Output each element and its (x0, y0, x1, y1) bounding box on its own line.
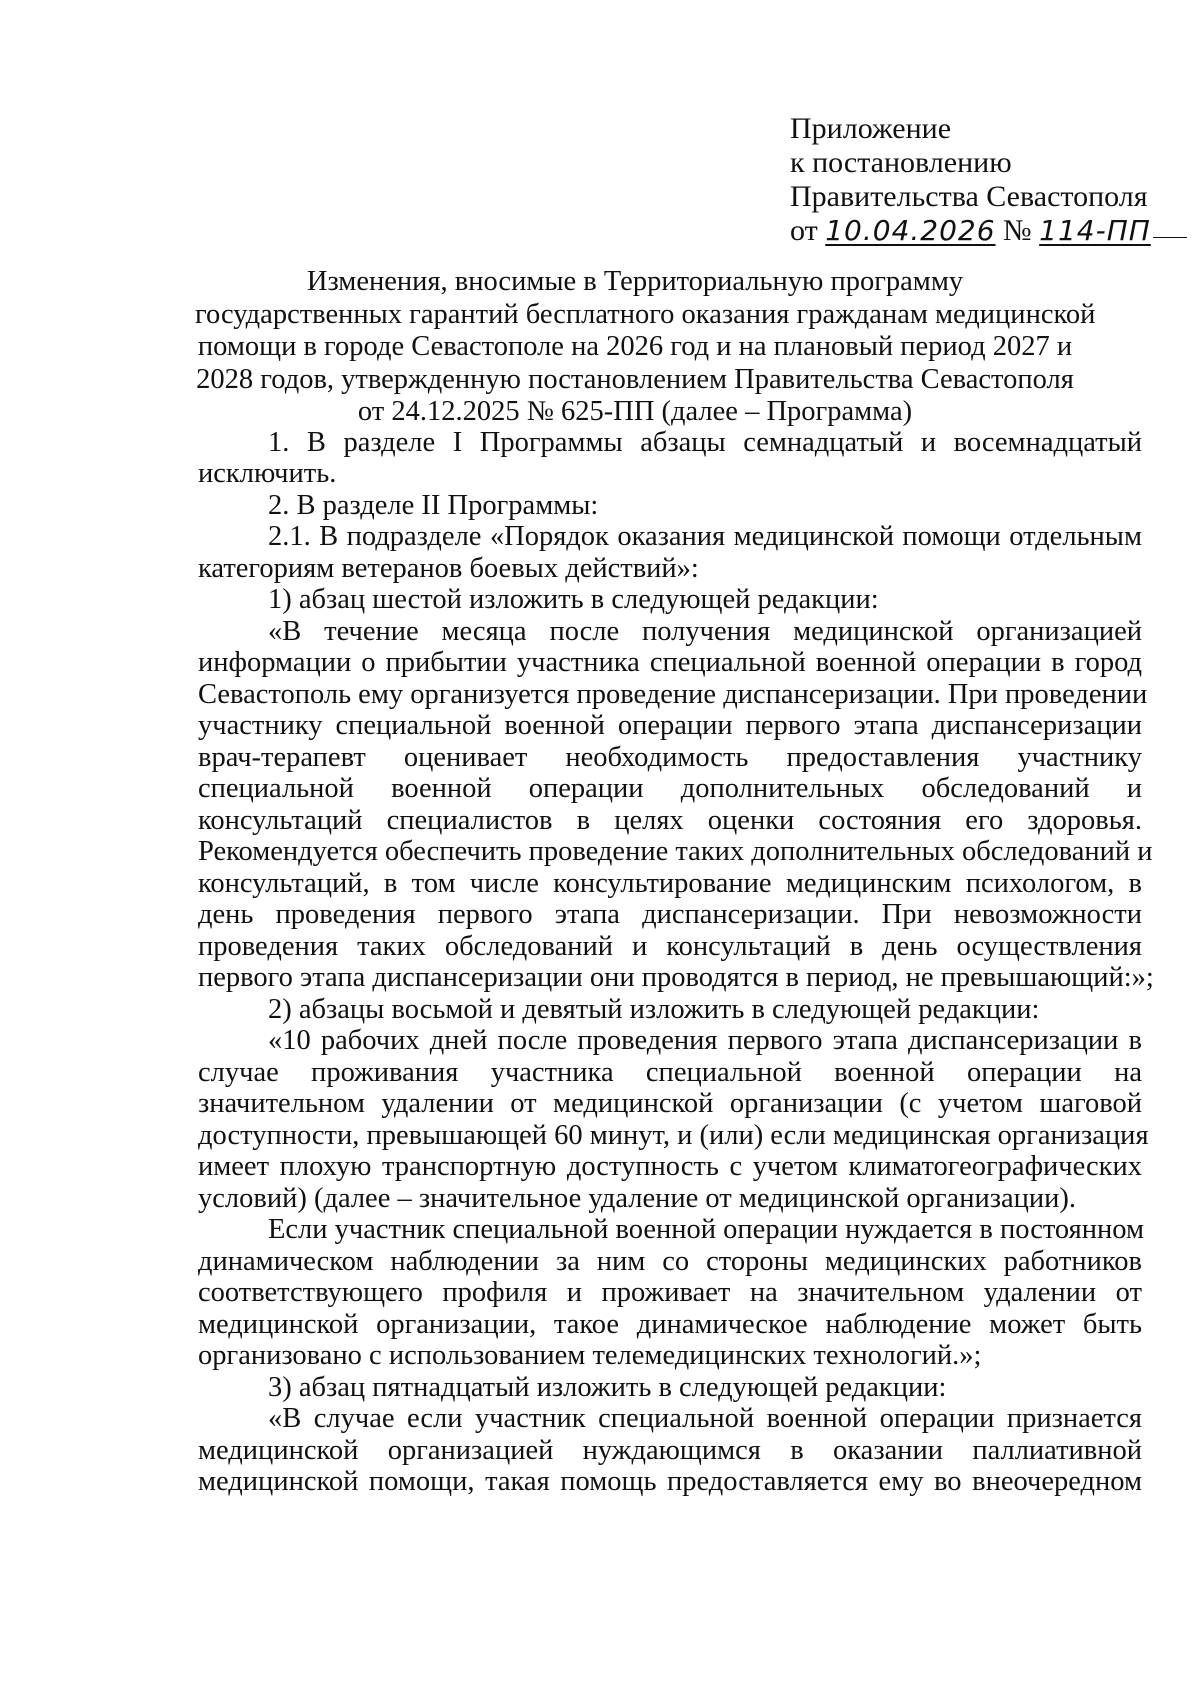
body-line: «В случае если участник специальной военной операции признается (268, 1403, 1142, 1434)
body-line: исключить. (198, 458, 337, 489)
body-line: случае проживания участника специальной военной операции на (198, 1057, 1142, 1088)
body-line: 1. В разделе I Программы абзацы семнадцатый и восемнадцатый (268, 427, 1142, 458)
number-prefix: № (1003, 214, 1032, 247)
title-line: 2028 годов, утвержденную постановлением Правительства Севастополя (196, 363, 1074, 395)
body-line: Севастополь ему организуется проведение диспансеризации. При проведении (198, 679, 1148, 710)
body-line: медицинской организации, такое динамическое наблюдение может быть (198, 1309, 1142, 1340)
appendix-date-number-line (790, 214, 1170, 248)
appendix-resolution-label: к постановлению (790, 146, 1012, 179)
body-line: 2) абзацы восьмой и девятый изложить в следующей редакции: (268, 994, 1040, 1025)
body-line: специальной военной операции дополнительных обследований и (198, 773, 1142, 804)
document-title (195, 266, 1096, 429)
body-line: проведения таких обследований и консультаций в день осуществления (198, 931, 1142, 962)
body-line: соответствующего профиля и проживает на значительном удалении от (198, 1277, 1142, 1308)
body-line: значительном удалении от медицинской организации (с учетом шаговой (198, 1088, 1142, 1119)
body-line: доступности, превышающей 60 минут, и (или) если медицинская организация (198, 1120, 1149, 1151)
body-line: консультаций, в том числе консультирование медицинским психологом, в (198, 868, 1142, 899)
title-line: Изменения, вносимые в Территориальную программу (306, 266, 964, 297)
handwritten-date: 10.04.2026 (825, 214, 996, 247)
body-line: информации о прибытии участника специальной военной операции в город (198, 647, 1142, 678)
body-line: 2.1. В подразделе «Порядок оказания медицинской помощи отдельным (268, 521, 1142, 552)
body-line: медицинской организацией нуждающимся в оказании паллиативной (198, 1435, 1142, 1466)
body-line: условий) (далее – значительное удаление от медицинской организации). (198, 1183, 1076, 1214)
appendix-label: Приложение (790, 112, 952, 145)
title-line: государственных гарантий бесплатного оказания гражданам медицинской (195, 298, 1096, 330)
body-line: имеет плохую транспортную доступность с учетом климатогеографических (198, 1151, 1142, 1182)
body-line: 1) абзац шестой изложить в следующей редакции: (268, 584, 879, 615)
body-line: организовано с использованием телемедицинских технологий.»; (198, 1340, 982, 1371)
appendix-government-label: Правительства Севастополя (790, 180, 1148, 213)
body-line: Рекомендуется обеспечить проведение таких дополнительных обследований и (198, 836, 1153, 867)
title-line: помощи в городе Севастополе на 2026 год и на плановый период 2027 и (197, 331, 1073, 362)
body-line: врач-терапевт оценивает необходимость предоставления участнику (198, 742, 1142, 773)
body-line: динамическом наблюдении за ним со стороны медицинских работников (198, 1246, 1142, 1277)
body-line: категориям ветеранов боевых действий»: (198, 553, 699, 584)
underline-tail (1153, 237, 1187, 238)
body-line: день проведения первого этапа диспансеризации. При невозможности (198, 899, 1142, 930)
body-line: медицинской помощи, такая помощь предоставляется ему во внеочередном (198, 1466, 1142, 1497)
body-line: 2. В разделе II Программы: (268, 490, 599, 521)
body-line: участнику специальной военной операции первого этапа диспансеризации (198, 710, 1142, 741)
handwritten-number: 114-ПП (1039, 214, 1151, 247)
body-line: Если участник специальной военной операции нуждается в постоянном (268, 1214, 1144, 1245)
title-line: от 24.12.2025 № 625-ПП (далее – Программа) (357, 396, 913, 427)
body-line: «10 рабочих дней после проведения первого этапа диспансеризации в (268, 1025, 1142, 1056)
body-line: консультаций специалистов в целях оценки состояния его здоровья. (198, 805, 1142, 836)
appendix-header (790, 112, 1170, 248)
body-line: 3) абзац пятнадцатый изложить в следующей редакции: (268, 1372, 947, 1403)
body-line: первого этапа диспансеризации они проводятся в период, не превышающий:»; (198, 962, 1154, 993)
body-line: «В течение месяца после получения медицинской организацией (268, 616, 1142, 647)
date-prefix: от (790, 214, 818, 247)
